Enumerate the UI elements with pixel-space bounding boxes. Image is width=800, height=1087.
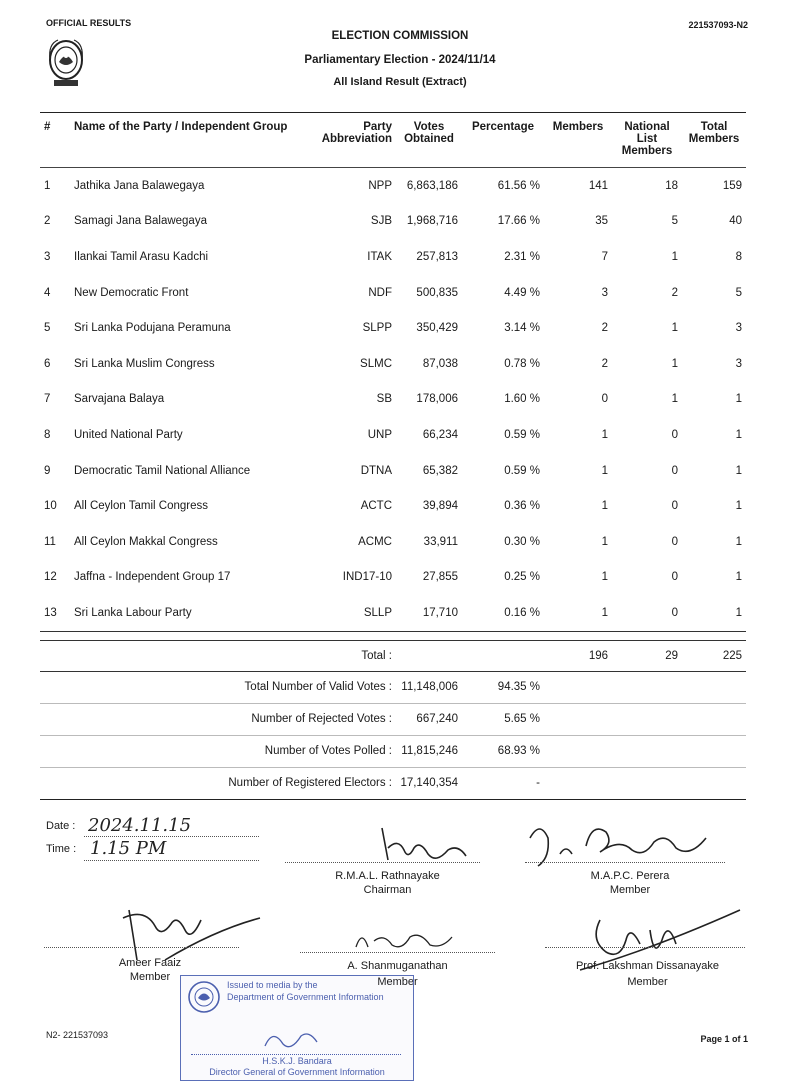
summary-percentage: 5.65 %	[462, 703, 544, 735]
total-members-count: 8	[735, 250, 742, 263]
total-members-count: 1	[735, 535, 742, 548]
members-count: 3	[601, 286, 608, 299]
row-number: 8	[44, 428, 51, 441]
table-row	[40, 382, 746, 418]
sig4-name: A. Shanmuganathan	[347, 960, 448, 972]
total-members-count: 3	[735, 357, 742, 370]
total-members-count: 1	[735, 428, 742, 441]
vote-percentage: 0.16 %	[504, 606, 540, 619]
row-number: 12	[44, 571, 57, 584]
national-list-count: 0	[671, 464, 678, 477]
party-name: All Ceylon Makkal Congress	[74, 535, 218, 548]
summary-label: Number of Rejected Votes :	[40, 703, 396, 735]
party-name: United National Party	[74, 428, 183, 441]
table-row	[40, 560, 746, 596]
summary-percentage: -	[462, 767, 544, 799]
table-row	[40, 204, 746, 240]
national-list-count: 1	[671, 393, 678, 406]
stamp-signature-icon	[261, 1026, 321, 1054]
votes-obtained: 178,006	[416, 393, 458, 406]
party-abbreviation: SB	[376, 393, 392, 406]
votes-obtained: 39,894	[422, 500, 458, 513]
members-count: 35	[595, 215, 608, 228]
party-abbreviation: UNP	[367, 428, 392, 441]
votes-obtained: 87,038	[422, 357, 458, 370]
members-count: 0	[601, 393, 608, 406]
sig3-name: Ameer Faaiz	[118, 957, 182, 969]
table-row	[40, 346, 746, 382]
table-row	[40, 239, 746, 275]
row-number: 2	[44, 215, 51, 228]
chairman-signature-icon	[370, 820, 470, 865]
party-abbreviation: ACTC	[360, 500, 392, 513]
party-name: Sri Lanka Labour Party	[74, 606, 192, 619]
party-name: Jaffna - Independent Group 17	[74, 571, 231, 584]
stamp-emblem-icon	[187, 980, 221, 1014]
party-abbreviation: ACMC	[358, 535, 392, 548]
totals-label: Total :	[310, 640, 396, 671]
votes-obtained: 17,710	[422, 606, 458, 619]
vote-percentage: 0.59 %	[504, 464, 540, 477]
table-header-row	[40, 113, 746, 168]
row-number: 11	[44, 535, 56, 548]
sig1-role: Chairman	[363, 884, 412, 896]
national-list-count: 1	[671, 357, 678, 370]
col-members: Members	[544, 113, 612, 168]
col-abbreviation: Party Abbreviation	[310, 113, 396, 168]
col-number: #	[40, 113, 70, 168]
member-perera-signature-icon	[520, 818, 720, 873]
sig2-role: Member	[609, 884, 651, 896]
sig4-role: Member	[377, 976, 418, 988]
summary-label: Number of Votes Polled :	[40, 735, 396, 767]
table-row	[40, 310, 746, 346]
sig5-role: Member	[627, 976, 668, 988]
vote-percentage: 17.66 %	[497, 215, 540, 228]
table-row	[40, 595, 746, 631]
total-members-count: 1	[735, 606, 742, 619]
national-list-count: 1	[671, 250, 678, 263]
time-label: Time :	[46, 843, 77, 855]
total-members-count: 1	[735, 571, 742, 584]
party-name: Sri Lanka Podujana Peramuna	[74, 322, 231, 335]
party-name: New Democratic Front	[74, 286, 189, 299]
table-row	[40, 168, 746, 204]
totals-national: 29	[612, 640, 682, 671]
total-members-count: 3	[735, 322, 742, 335]
summary-row	[40, 671, 746, 703]
party-abbreviation: SLMC	[360, 357, 392, 370]
votes-obtained: 6,863,186	[406, 179, 458, 192]
col-party-name: Name of the Party / Independent Group	[70, 113, 310, 168]
votes-obtained: 350,429	[416, 322, 458, 335]
table-row	[40, 453, 746, 489]
row-number: 10	[44, 500, 57, 513]
col-total-members: Total Members	[682, 113, 746, 168]
members-count: 1	[601, 535, 608, 548]
members-count: 1	[601, 428, 608, 441]
total-members-count: 1	[735, 393, 742, 406]
party-abbreviation: NPP	[368, 179, 392, 192]
party-name: Ilankai Tamil Arasu Kadchi	[74, 250, 209, 263]
col-votes: Votes Obtained	[396, 113, 462, 168]
vote-percentage: 3.14 %	[504, 322, 540, 335]
date-label: Date :	[46, 820, 76, 832]
vote-percentage: 0.78 %	[504, 357, 540, 370]
vote-percentage: 61.56 %	[497, 179, 540, 192]
party-name: Democratic Tamil National Alliance	[74, 464, 251, 477]
totals-row	[40, 640, 746, 671]
summary-row	[40, 735, 746, 767]
party-abbreviation: SJB	[370, 215, 392, 228]
votes-obtained: 257,813	[416, 250, 458, 263]
votes-obtained: 65,382	[422, 464, 458, 477]
members-count: 2	[601, 357, 608, 370]
row-number: 6	[44, 357, 51, 370]
row-number: 5	[44, 322, 51, 335]
total-members-count: 5	[735, 286, 742, 299]
results-table	[40, 112, 746, 800]
row-number: 9	[44, 464, 51, 477]
vote-percentage: 0.30 %	[504, 535, 540, 548]
party-name: Jathika Jana Balawegaya	[74, 179, 205, 192]
col-national-list: National List Members	[612, 113, 682, 168]
summary-percentage: 68.93 %	[462, 735, 544, 767]
document-id: 221537093-N2	[688, 20, 748, 30]
party-name: Samagi Jana Balawegaya	[74, 215, 207, 228]
time-value: 1.15 PM	[90, 838, 167, 859]
election-title: Parliamentary Election - 2024/11/14	[304, 54, 496, 66]
col-percentage: Percentage	[462, 113, 544, 168]
date-value: 2024.11.15	[88, 815, 192, 836]
votes-obtained: 500,835	[416, 286, 458, 299]
vote-percentage: 1.60 %	[504, 393, 540, 406]
party-abbreviation: ITAK	[367, 250, 392, 263]
members-count: 1	[601, 571, 608, 584]
party-abbreviation: IND17-10	[342, 571, 392, 584]
document-reference: N2- 221537093	[46, 1030, 109, 1040]
vote-percentage: 4.49 %	[504, 286, 540, 299]
row-number: 4	[44, 286, 51, 299]
party-abbreviation: SLPP	[362, 322, 392, 335]
votes-obtained: 27,855	[422, 571, 458, 584]
table-row	[40, 275, 746, 311]
page-number: Page 1 of 1	[700, 1034, 748, 1044]
row-number: 7	[44, 393, 51, 406]
total-members-count: 159	[722, 179, 742, 192]
result-scope: All Island Result (Extract)	[333, 76, 467, 88]
vote-percentage: 0.36 %	[504, 500, 540, 513]
sig2-name: M.A.P.C. Perera	[590, 870, 670, 882]
table-row	[40, 524, 746, 560]
vote-percentage: 2.31 %	[504, 250, 540, 263]
sig1-name: R.M.A.L. Rathnayake	[335, 870, 440, 882]
members-count: 1	[601, 464, 608, 477]
votes-obtained: 1,968,716	[406, 215, 458, 228]
totals-members: 196	[544, 640, 612, 671]
national-list-count: 5	[671, 215, 678, 228]
sig3-role: Member	[129, 971, 171, 983]
national-list-count: 0	[671, 571, 678, 584]
party-abbreviation: NDF	[368, 286, 392, 299]
stamp-name: H.S.K.J. Bandara	[262, 1056, 332, 1066]
sig5-name: Prof. Lakshman Dissanayake	[575, 960, 720, 972]
party-name: Sri Lanka Muslim Congress	[74, 357, 215, 370]
stamp-line1: Issued to media by the	[227, 980, 318, 990]
total-members-count: 1	[735, 464, 742, 477]
national-list-count: 2	[671, 286, 678, 299]
national-list-count: 0	[671, 606, 678, 619]
row-number: 13	[44, 606, 57, 619]
national-list-count: 0	[671, 500, 678, 513]
vote-percentage: 0.59 %	[504, 428, 540, 441]
table-row	[40, 417, 746, 453]
members-count: 1	[601, 606, 608, 619]
summary-label: Total Number of Valid Votes :	[40, 671, 396, 703]
summary-value: 11,148,006	[396, 671, 462, 703]
summary-row	[40, 703, 746, 735]
party-abbreviation: DTNA	[360, 464, 392, 477]
commission-title: ELECTION COMMISSION	[331, 30, 469, 42]
stamp-line2: Department of Government Information	[227, 992, 384, 1002]
official-results-label: OFFICIAL RESULTS	[46, 18, 132, 28]
summary-value: 17,140,354	[396, 767, 462, 799]
summary-percentage: 94.35 %	[462, 671, 544, 703]
media-release-stamp	[180, 975, 414, 1081]
member-shanmuganathan-signature-icon	[350, 925, 480, 955]
party-abbreviation: SLLP	[363, 606, 392, 619]
row-number: 3	[44, 250, 51, 263]
national-list-count: 0	[671, 428, 678, 441]
row-number: 1	[44, 179, 51, 192]
party-name: Sarvajana Balaya	[74, 393, 165, 406]
members-count: 7	[601, 250, 608, 263]
national-list-count: 18	[665, 179, 678, 192]
stamp-title: Director General of Government Information	[209, 1067, 385, 1077]
summary-value: 667,240	[396, 703, 462, 735]
table-row	[40, 488, 746, 524]
total-members-count: 40	[729, 215, 742, 228]
summary-value: 11,815,246	[396, 735, 462, 767]
votes-obtained: 33,911	[423, 535, 458, 548]
total-members-count: 1	[735, 500, 742, 513]
totals-total: 225	[682, 640, 746, 671]
national-list-count: 1	[671, 322, 678, 335]
members-count: 141	[588, 179, 608, 192]
members-count: 1	[601, 500, 608, 513]
summary-label: Number of Registered Electors :	[40, 767, 396, 799]
vote-percentage: 0.25 %	[504, 571, 540, 584]
members-count: 2	[601, 322, 608, 335]
summary-row	[40, 767, 746, 799]
votes-obtained: 66,234	[422, 428, 458, 441]
national-list-count: 0	[671, 535, 678, 548]
party-name: All Ceylon Tamil Congress	[74, 500, 209, 513]
